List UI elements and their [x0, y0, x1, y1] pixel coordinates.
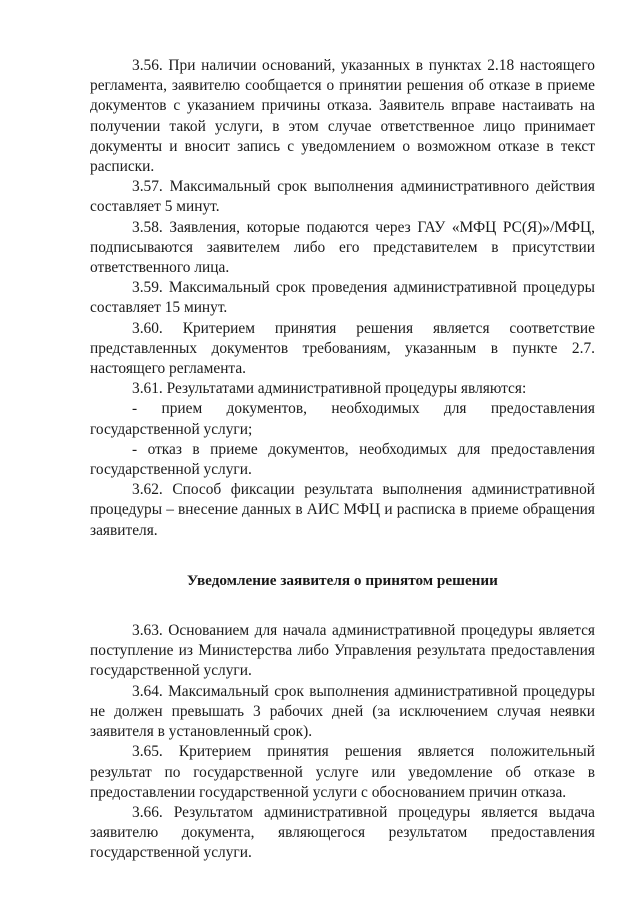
- paragraph-3-64: 3.64. Максимальный срок выполнения административной процедуры не должен превышать 3 рабочих дней (за исключением случая неявки заявителя в установленный срок).: [90, 682, 595, 741]
- paragraph-3-65: 3.65. Критерием принятия решения является положительный результат по государственной услуге или уведомление об отказе в предоставлении государственной услуги с обоснованием причин отказа.: [90, 743, 595, 801]
- list-item-accept-documents: - прием документов, необходимых для предоставления государственной услуги;: [90, 400, 595, 438]
- spacer: [90, 541, 595, 571]
- paragraph-3-60: 3.60. Критерием принятия решения является соответствие представленных документов требованиям, указанным в пункте 2.7. настоящего регламента.: [90, 319, 595, 378]
- section-heading: Уведомление заявителя о принятом решении: [187, 571, 498, 589]
- paragraph-3-59: 3.59. Максимальный срок проведения административной процедуры составляет 15 минут.: [90, 279, 595, 317]
- paragraph-3-57: 3.57. Максимальный срок выполнения административного действия составляет 5 минут.: [90, 178, 595, 216]
- document-body: [90, 56, 595, 864]
- paragraph-3-56: 3.56. При наличии оснований, указанных в пунктах 2.18 настоящего регламента, заявителю сообщается о принятии решения об отказе в приеме документов с указанием причины отказа. Заявитель вправе настаивать на получении такой услуги, в этом случае ответственное лицо принимает документы и вносит запись с уведомлением о возможном отказе в текст расписки.: [90, 57, 595, 176]
- paragraph-3-66: 3.66. Результатом административной процедуры является выдача заявителю документа, являющегося результатом предоставления государственной услуги.: [90, 803, 595, 862]
- list-item-refuse-documents: - отказ в приеме документов, необходимых для предоставления государственной услуги.: [90, 440, 595, 479]
- paragraph-3-63: 3.63. Основанием для начала административной процедуры является поступление из Министерства либо Управления результата предоставления государственной услуги.: [90, 622, 595, 680]
- paragraph-3-62: 3.62. Способ фиксации результата выполнения административной процедуры – внесение данных в АИС МФЦ и расписка в приеме обращения заявителя.: [90, 481, 595, 539]
- spacer: [90, 591, 595, 621]
- paragraph-3-58: 3.58. Заявления, которые подаются через ГАУ «МФЦ РС(Я)»/МФЦ, подписываются заявителем либо его представителем в присутствии ответственного лица.: [90, 218, 595, 277]
- paragraph-3-61: 3.61. Результатами административной процедуры являются:: [132, 380, 527, 398]
